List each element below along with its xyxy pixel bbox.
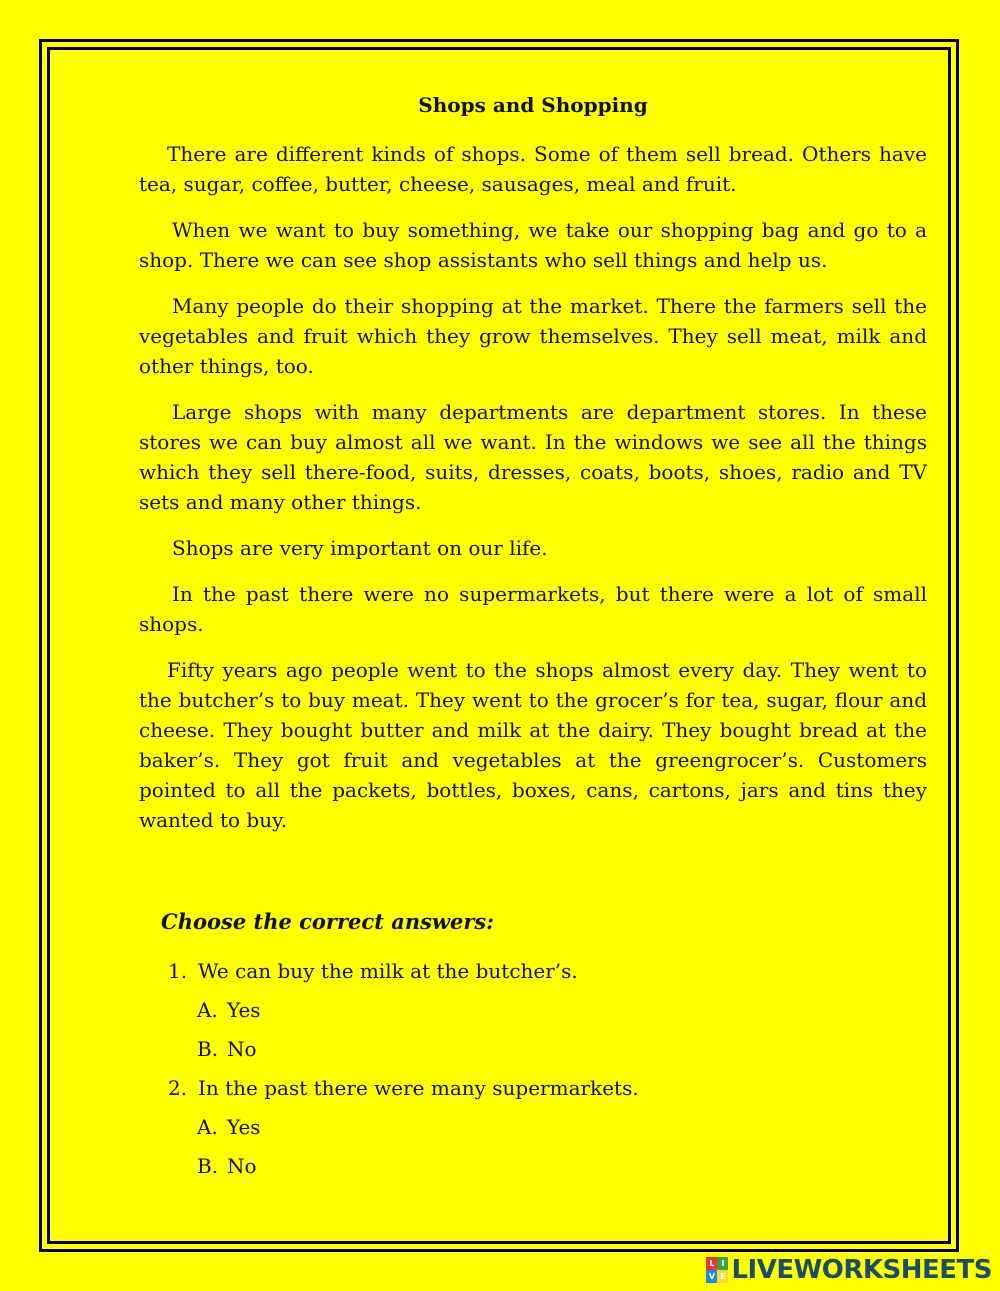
paragraph-6: In the past there were no supermarkets, but there were a lot of small shops. bbox=[139, 582, 927, 636]
option-letter: A. bbox=[197, 1115, 218, 1139]
paragraph-4: Large shops with many departments are department stores. In these stores we can buy almost all we want. In the windows we see all the things which they sell there-food, suits, dresses, coats, boots, shoes, radio and TV sets and many other things. bbox=[139, 400, 927, 514]
question-text: We can buy the milk at the butcher’s. bbox=[198, 959, 578, 983]
question-1 bbox=[168, 955, 868, 994]
reading-passage bbox=[139, 90, 927, 851]
question-2-option-a[interactable] bbox=[168, 1111, 868, 1150]
question-2-option-b[interactable] bbox=[168, 1150, 868, 1189]
question-number: 2. bbox=[168, 1076, 188, 1100]
logo-mark-cell: L bbox=[706, 1257, 717, 1270]
quiz-instructions: Choose the correct answers: bbox=[161, 909, 494, 934]
option-label: No bbox=[227, 1037, 257, 1061]
question-2 bbox=[168, 1072, 868, 1111]
option-letter: B. bbox=[197, 1037, 219, 1061]
logo-text: LIVEWORKSHEETS bbox=[731, 1255, 992, 1285]
logo-mark-cell: E bbox=[717, 1270, 728, 1283]
liveworksheets-logo[interactable] bbox=[706, 1255, 992, 1285]
option-label: Yes bbox=[227, 998, 261, 1022]
paragraph-5: Shops are very important on our life. bbox=[172, 536, 548, 560]
paragraph-2: When we want to buy something, we take our shopping bag and go to a shop. There we can see shop assistants who sell things and help us. bbox=[139, 218, 927, 272]
quiz-questions bbox=[168, 955, 868, 1189]
logo-mark-cell: V bbox=[706, 1270, 717, 1283]
paragraph-1: There are different kinds of shops. Some of them sell bread. Others have tea, sugar, coffee, butter, cheese, sausages, meal and fruit. bbox=[139, 142, 927, 196]
passage-title: Shops and Shopping bbox=[418, 93, 648, 117]
option-letter: A. bbox=[197, 998, 218, 1022]
logo-mark-cell: I bbox=[717, 1257, 728, 1270]
question-number: 1. bbox=[168, 959, 188, 983]
paragraph-7: Fifty years ago people went to the shops almost every day. They went to the butcher’s to buy meat. They went to the grocer’s for tea, sugar, flour and cheese. They bought butter and milk at the dairy. They bought bread at the baker’s. They got fruit and vegetables at the greengrocer’s. Customers pointed to all the packets, bottles, boxes, cans, cartons, jars and tins they wanted to buy. bbox=[139, 658, 927, 832]
paragraph-3: Many people do their shopping at the market. There the farmers sell the vegetables and fruit which they grow themselves. They sell meat, milk and other things, too. bbox=[139, 294, 927, 378]
question-1-option-a[interactable] bbox=[168, 994, 868, 1033]
option-letter: B. bbox=[197, 1154, 219, 1178]
option-label: No bbox=[227, 1154, 257, 1178]
logo-mark-icon bbox=[706, 1257, 728, 1283]
option-label: Yes bbox=[227, 1115, 261, 1139]
question-1-option-b[interactable] bbox=[168, 1033, 868, 1072]
question-text: In the past there were many supermarkets. bbox=[198, 1076, 639, 1100]
